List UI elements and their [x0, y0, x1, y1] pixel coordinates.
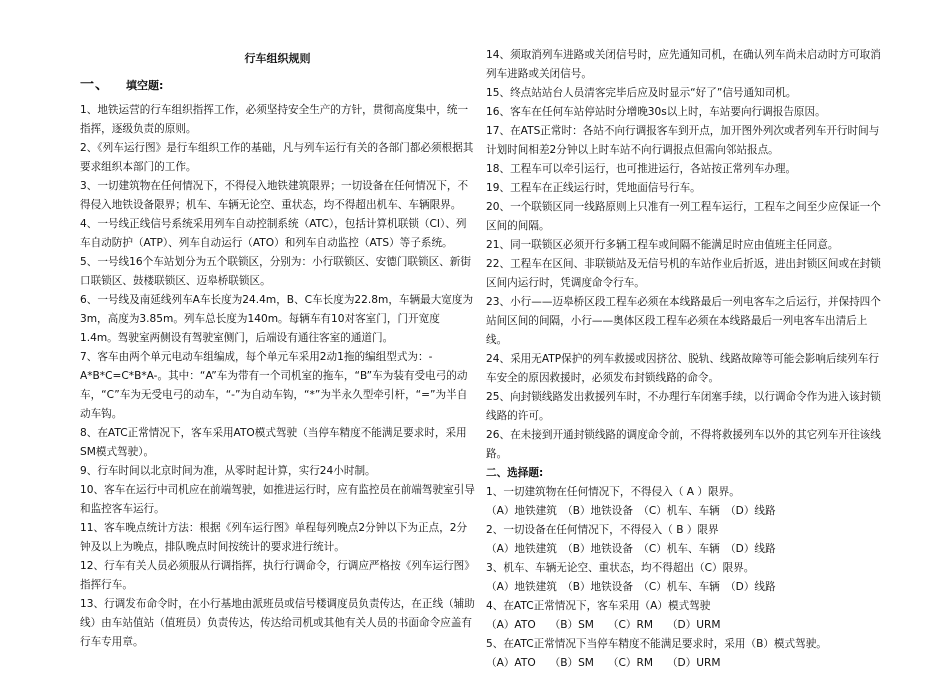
choice-question: 1、一切建筑物在任何情况下，不得侵入（ A ）限界。: [486, 486, 740, 498]
question-item: 8、在ATC正常情况下，客车采用ATO模式驾驶（当停车精度不能满足要求时，采用SM模式驾驶）。: [80, 427, 467, 458]
question-item: 18、工程车可以牵引运行，也可推进运行，各站按正常列车办理。: [486, 163, 797, 175]
right-question-list: [486, 46, 881, 464]
question-item: 20、一个联锁区同一线路原则上只准有一列工程车运行，工程车之间至少应保证一个区间的间隔。: [486, 201, 881, 232]
question-item: 13、行调发布命令时，在小行基地由派班员或信号楼调度员负责传达，在正线（辅助线）由车站值站（值班员）负责传达，传达给司机或其他有关人员的书面命令应盖有行车专用章。: [80, 598, 475, 648]
document-title: 行车组织规则: [244, 52, 311, 65]
choice-options: （A）ATO （B）SM （C）RM （D）URM: [486, 619, 721, 631]
question-item: 5、一号线16个车站划分为五个联锁区，分别为：小行联锁区、安德门联锁区、新街口联锁区、鼓楼联锁区、迈皋桥联锁区。: [80, 256, 471, 287]
choice-question: 2、一切设备在任何情况下，不得侵入（ B ）限界: [486, 524, 719, 536]
choice-options: （A）地铁建筑 （B）地铁设备 （C）机车、车辆 （D）线路: [486, 505, 776, 517]
choice-options: （A）地铁建筑 （B）地铁设备 （C）机车、车辆 （D）线路: [486, 543, 776, 555]
section-number: 一、: [80, 77, 110, 93]
question-item: 2、《列车运行图》是行车组织工作的基础，凡与列车运行有关的各部门都必须根据其要求组织本部门的工作。: [80, 142, 474, 173]
question-item: 25、向封锁线路发出救援列车时，不办理行车闭塞手续，以行调命令作为进入该封锁线路的许可。: [486, 391, 881, 422]
choice-options: （A）ATO （B）SM （C）RM （D）URM: [486, 657, 721, 669]
question-item: 6、一号线及南延线列车A车长度为24.4m，B、C车长度为22.8m，车辆最大宽度为3m，高度为3.85m。列车总长度为140m。每辆车有10对客室门，门开宽度1.4m。驾驶室两侧设有驾驶室侧门，后端设有通往客室的通道门。: [80, 294, 474, 344]
left-question-list: [80, 101, 475, 652]
question-item: 17、在ATS正常时：各站不向行调报客车到开点，加开图外列次或者列车开行时间与计划时间相差2分钟以上时车站不向行调报点但需向邻站报点。: [486, 125, 880, 156]
section-label: 填空题:: [126, 79, 164, 92]
question-item: 26、在未接到开通封锁线路的调度命令前，不得将救援列车以外的其它列车开往该线路。: [486, 429, 881, 460]
question-item: 1、地铁运营的行车组织指挥工作，必须坚持安全生产的方针，贯彻高度集中，统一指挥，逐级负责的原则。: [80, 104, 469, 135]
question-item: 23、小行——迈皋桥区段工程车必须在本线路最后一列电客车之后运行，并保持四个站间区间的间隔，小行——奥体区段工程车必须在本线路最后一列电客车出清后上线。: [486, 296, 881, 346]
question-item: 21、同一联锁区必须开行多辆工程车或间隔不能满足时应由值班主任同意。: [486, 239, 839, 251]
question-item: 4、一号线正线信号系统采用列车自动控制系统（ATC），包括计算机联锁（CI）、列车自动防护（ATP）、列车自动运行（ATO）和列车自动监控（ATS）等子系统。: [80, 218, 467, 249]
question-item: 15、终点站站台人员清客完毕后应及时显示“好了”信号通知司机。: [486, 87, 797, 99]
question-item: 14、须取消列车进路或关闭信号时，应先通知司机，在确认列车尚未启动时方可取消列车进路或关闭信号。: [486, 49, 881, 80]
question-item: 12、行车有关人员必须服从行调指挥，执行行调命令，行调应严格按《列车运行图》指挥行车。: [80, 560, 475, 591]
choice-question: 5、在ATC正常情况下当停车精度不能满足要求时，采用（B）模式驾驶。: [486, 638, 827, 650]
question-item: 22、工程车在区间、非联锁站及无信号机的车站作业后折返，进出封锁区间或在封锁区间内运行时，凭调度命令行车。: [486, 258, 881, 289]
question-item: 9、行车时间以北京时间为准，从零时起计算，实行24小时制。: [80, 465, 376, 477]
question-item: 7、客车由两个单元电动车组编成，每个单元车采用2动1拖的编组型式为：-A*B*C=C*B*A-。其中：“A”车为带有一个司机室的拖车，“B”车为装有受电弓的动车，“C”车为无受电弓的动车，“-”为自动车钩，“*”为半永久型牵引杆，“=”为半自动车钩。: [80, 351, 468, 420]
question-item: 19、工程车在正线运行时，凭地面信号行车。: [486, 182, 701, 194]
choice-options: （A）地铁建筑 （B）地铁设备 （C）机车、车辆 （D）线路: [486, 581, 776, 593]
left-column: [80, 0, 475, 652]
right-column: [486, 46, 881, 673]
question-item: 16、客车在任何车站停站时分增晚30s以上时，车站要向行调报告原因。: [486, 106, 826, 118]
choice-question-list: [486, 483, 881, 673]
section-heading-fill-blank: [80, 76, 475, 95]
question-item: 11、客车晚点统计方法：根据《列车运行图》单程每列晚点2分钟以下为正点，2分钟及以上为晚点，排队晚点时间按统计的要求进行统计。: [80, 522, 468, 553]
question-item: 24、采用无ATP保护的列车救援或因挤岔、脱轨、线路故障等可能会影响后续列车行车安全的原因救援时，必须发布封锁线路的命令。: [486, 353, 879, 384]
section-heading-multiple-choice: 二、选择题:: [486, 467, 544, 479]
question-item: 3、一切建筑物在任何情况下，不得侵入地铁建筑限界；一切设备在任何情况下，不得侵入地铁设备限界；机车、车辆无论空、重状态，均不得超出机车、车辆限界。: [80, 180, 469, 211]
choice-question: 3、机车、车辆无论空、重状态，均不得超出（C）限界。: [486, 562, 755, 574]
question-item: 10、客车在运行中司机应在前端驾驶，如推进运行时，应有监控员在前端驾驶室引导和监控客车运行。: [80, 484, 475, 515]
choice-question: 4、在ATC正常情况下，客车采用（A）模式驾驶: [486, 600, 711, 612]
